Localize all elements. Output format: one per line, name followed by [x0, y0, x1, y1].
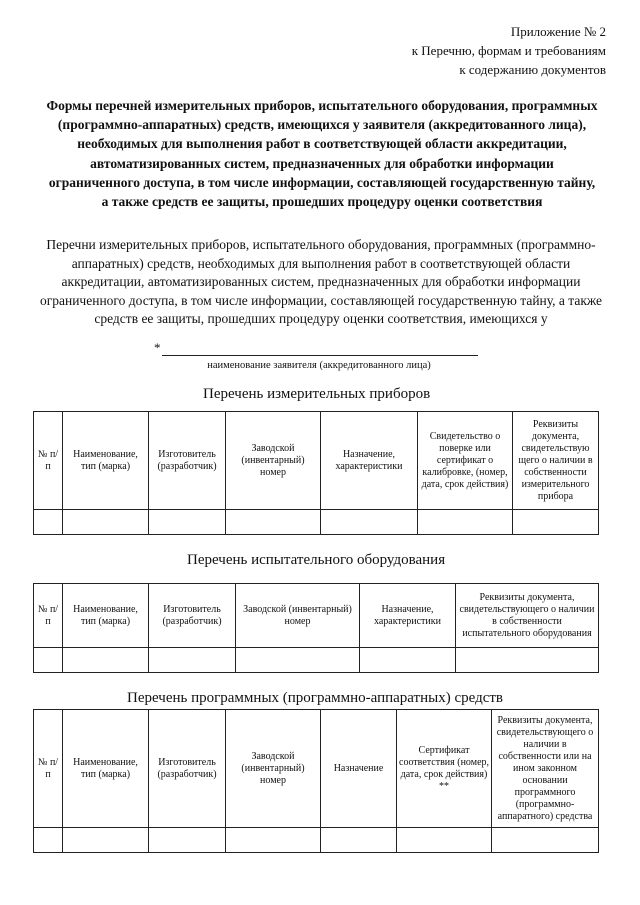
- appendix-line-3: к содержанию документов: [459, 62, 606, 77]
- table-cell[interactable]: [513, 510, 599, 535]
- table-cell[interactable]: [63, 828, 149, 853]
- table-row: [34, 510, 599, 535]
- column-header: Заводской (инвентарный) номер: [226, 412, 321, 510]
- equipment-table: [33, 583, 599, 673]
- table-cell[interactable]: [492, 828, 599, 853]
- column-header: Назначение: [321, 710, 397, 828]
- software-table: [33, 709, 599, 853]
- column-header: № п/п: [34, 584, 63, 648]
- column-header: Наименование, тип (марка): [63, 412, 149, 510]
- column-header: Изготовитель (разработчик): [149, 710, 226, 828]
- column-header: Сертификат соответствия (номер, дата, срок действия) **: [397, 710, 492, 828]
- column-header: № п/п: [34, 412, 63, 510]
- instruments-table: [33, 411, 599, 535]
- intro-paragraph: Перечни измерительных приборов, испытательного оборудования, программных (программно-аппаратных) средств, необходимых для выполнения работ в соответствующей области аккредитации, автоматизированных систем, предназначенных для обработки информации ограниченного доступа, в том числе информации, составляющей государственную тайну, а также средств ее защиты, прошедших процедуру оценки соответствия, имеющихся у: [39, 237, 603, 327]
- table-cell[interactable]: [236, 648, 360, 673]
- table-cell[interactable]: [360, 648, 456, 673]
- table-cell[interactable]: [226, 828, 321, 853]
- table-cell[interactable]: [149, 510, 226, 535]
- table-header-row: [34, 584, 599, 648]
- instruments-section-title: Перечень измерительных приборов: [203, 386, 431, 402]
- column-header: Реквизиты документа, свидетельствую щего о наличии в собственности измерительного прибора: [513, 412, 599, 510]
- table-cell[interactable]: [321, 510, 418, 535]
- appendix-number: Приложение № 2: [510, 24, 606, 39]
- table-cell[interactable]: [63, 510, 149, 535]
- table-cell[interactable]: [456, 648, 599, 673]
- table-row: [34, 648, 599, 673]
- document-title: Формы перечней измерительных приборов, испытательного оборудования, программных (программно-аппаратных) средств, имеющихся у заявителя (аккредитованного лица), необходимых для выполнения работ в соответствующей области аккредитации, автоматизированных систем, предназначенных для обработки информации ограниченного доступа, в том числе информации, составляющей государственную тайну, а также средств ее защиты, прошедших процедуру оценки соответствия: [46, 98, 598, 210]
- table-cell[interactable]: [149, 648, 236, 673]
- column-header: Заводской (инвентарный) номер: [236, 584, 360, 648]
- table-cell[interactable]: [34, 510, 63, 535]
- table-cell[interactable]: [34, 828, 63, 853]
- equipment-section-title: Перечень испытательного оборудования: [187, 552, 446, 568]
- column-header: Наименование, тип (марка): [63, 710, 149, 828]
- table-cell[interactable]: [418, 510, 513, 535]
- table-row: [34, 828, 599, 853]
- column-header: Реквизиты документа, свидетельствующего о наличии в собственности или на ином законном основании программного (программно-аппаратного) средства: [492, 710, 599, 828]
- table-cell[interactable]: [34, 648, 63, 673]
- table-cell[interactable]: [321, 828, 397, 853]
- column-header: Свидетельство о поверке или сертификат о калибровке, (номер, дата, срок действия): [418, 412, 513, 510]
- table-header-row: [34, 412, 599, 510]
- column-header: Назначение, характеристики: [360, 584, 456, 648]
- column-header: Заводской (инвентарный) номер: [226, 710, 321, 828]
- appendix-line-2: к Перечню, формам и требованиям: [411, 43, 606, 58]
- applicant-underline: [162, 355, 478, 356]
- column-header: Реквизиты документа, свидетельствующего о наличии в собственности испытательного оборудования: [456, 584, 599, 648]
- column-header: Изготовитель (разработчик): [149, 412, 226, 510]
- column-header: Изготовитель (разработчик): [149, 584, 236, 648]
- column-header: Назначение, характеристики: [321, 412, 418, 510]
- table-cell[interactable]: [397, 828, 492, 853]
- appendix-reference: [412, 22, 606, 79]
- column-header: № п/п: [34, 710, 63, 828]
- applicant-name-line: [154, 340, 478, 359]
- table-cell[interactable]: [226, 510, 321, 535]
- software-section-title: Перечень программных (программно-аппаратных) средств: [127, 690, 504, 706]
- table-cell[interactable]: [63, 648, 149, 673]
- column-header: Наименование, тип (марка): [63, 584, 149, 648]
- table-header-row: [34, 710, 599, 828]
- applicant-caption: наименование заявителя (аккредитованного лица): [207, 360, 431, 371]
- footnote-star: *: [154, 340, 161, 355]
- table-cell[interactable]: [149, 828, 226, 853]
